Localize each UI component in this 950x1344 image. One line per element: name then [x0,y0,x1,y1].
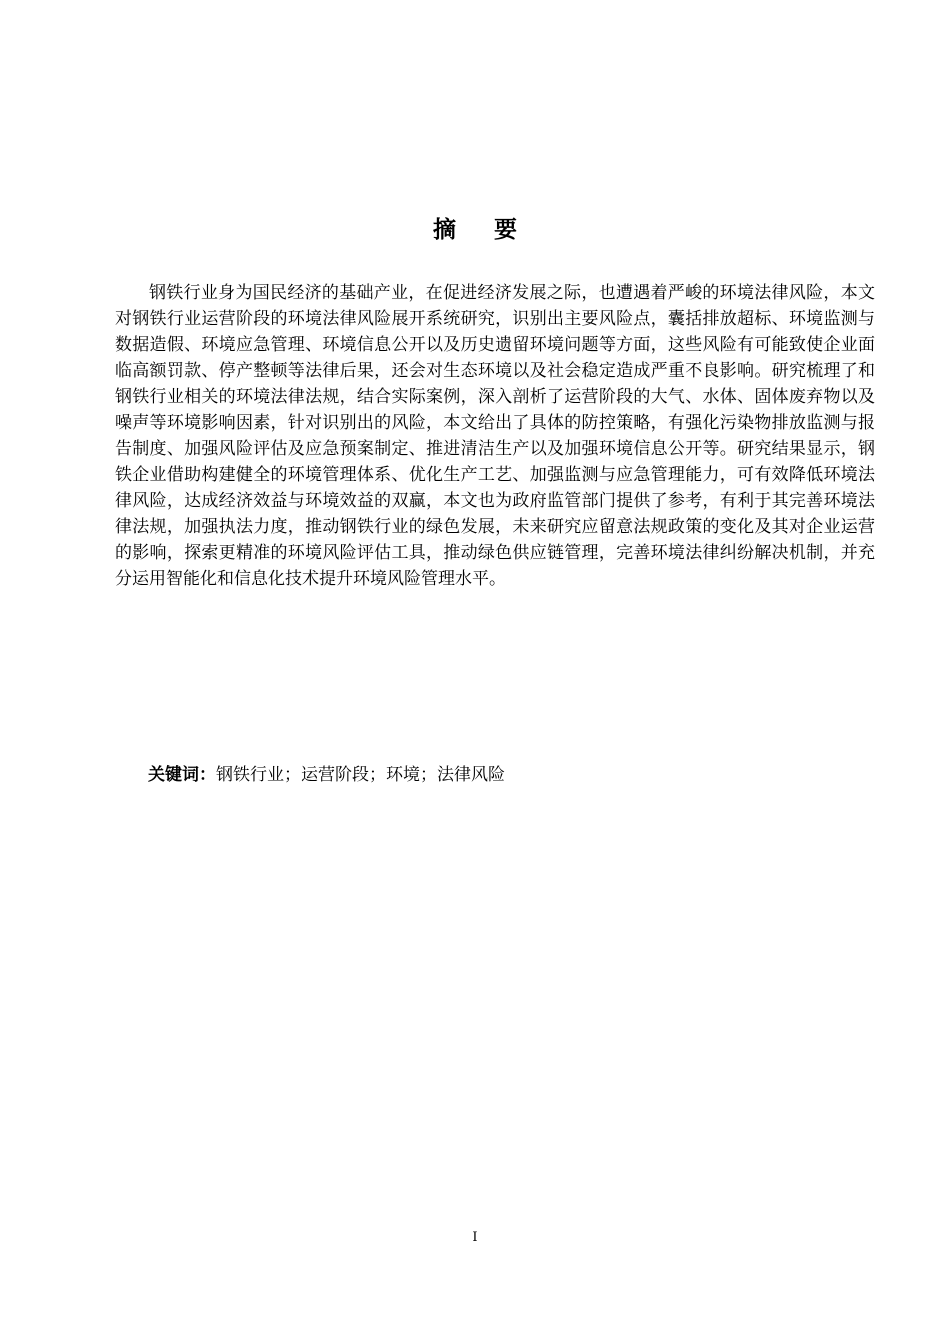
page-number: I [472,1230,478,1245]
keywords-line [148,762,848,788]
keywords-value: 钢铁行业；运营阶段；环境；法律风险 [216,765,505,785]
abstract-title: 摘要 [433,217,555,243]
abstract-body: 钢铁行业身为国民经济的基础产业，在促进经济发展之际，也遭遇着严峻的环境法律风险，本文对钢铁行业运营阶段的环境法律风险展开系统研究，识别出主要风险点，囊括排放超标、环境监测与数据造假、环境应急管理、环境信息公开以及历史遗留环境问题等方面，这些风险有可能致使企业面临高额罚款、停产整顿等法律后果，还会对生态环境以及社会稳定造成严重不良影响。研究梳理了和钢铁行业相关的环境法律法规，结合实际案例，深入剖析了运营阶段的大气、水体、固体废弃物以及噪声等环境影响因素，针对识别出的风险，本文给出了具体的防控策略，有强化污染物排放监测与报告制度、加强风险评估及应急预案制定、推进清洁生产以及加强环境信息公开等。研究结果显示，钢铁企业借助构建健全的环境管理体系、优化生产工艺、加强监测与应急管理能力，可有效降低环境法律风险，达成经济效益与环境效益的双赢，本文也为政府监管部门提供了参考，有利于其完善环境法律法规，加强执法力度，推动钢铁行业的绿色发展，未来研究应留意法规政策的变化及其对企业运营的影响，探索更精准的环境风险评估工具，推动绿色供应链管理，完善环境法律纠纷解决机制，并充分运用智能化和信息化技术提升环境风险管理水平。 [115,283,875,589]
keywords-label: 关键词： [148,765,216,785]
